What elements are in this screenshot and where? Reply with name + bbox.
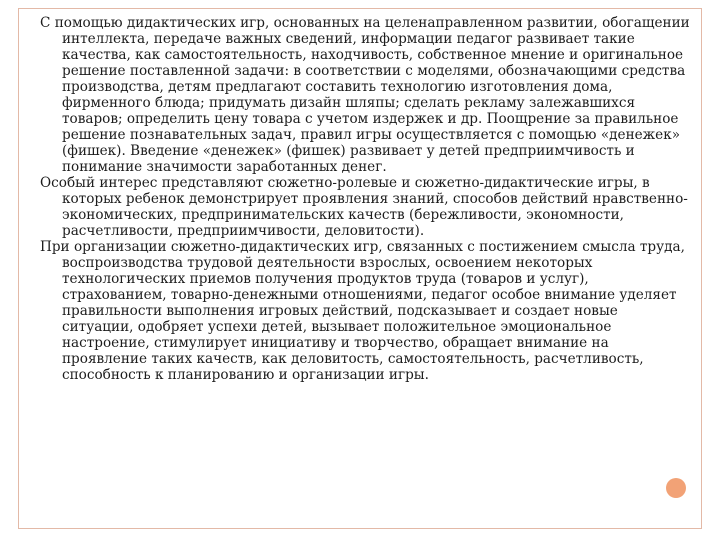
content-area <box>18 8 702 529</box>
paragraph-3: При организации сюжетно-дидактических игр, связанных с постижением смысла труда, воспроизводства трудовой деятельности взрослых, освоением некоторых технологических приемов получения продуктов труда (товаров и услуг), страхованием, товарно-денежными отношениями, педагог особое внимание уделяет правильности выполнения игровых действий, подсказывает и создает новые ситуации, одобряет успехи детей, вызывает положительное эмоциональное настроение, стимулирует инициативу и творчество, обращает внимание на проявление таких качеств, как деловитость, самостоятельность, расчетливость, способность к планированию и организации игры. <box>40 239 685 383</box>
paragraph-2: Особый интерес представляют сюжетно-ролевые и сюжетно-дидактические игры, в которых ребенок демонстрирует проявления знаний, способов действий нравственно-экономических, предпринимательских качеств (бережливости, экономности, расчетливости, предприимчивости, деловитости). <box>40 175 688 239</box>
accent-dot <box>666 478 686 498</box>
paragraph-1: С помощью дидактических игр, основанных на целенаправленном развитии, обогащении интеллекта, передаче важных сведений, информации педагог развивает такие качества, как самостоятельность, находчивость, собственное мнение и оригинальное решение поставленной задачи: в соответствии с моделями, обозначающими средства производства, детям предлагают составить технологию изготовления дома, фирменного блюда; придумать дизайн шляпы; сделать рекламу залежавшихся товаров; определить цену товара с учетом издержек и др. Поощрение за правильное решение познавательных задач, правил игры осуществляется с помощью «денежек» (фишек). Введение «денежек» (фишек) развивает у детей предприимчивость и понимание значимости заработанных денег. <box>40 15 690 175</box>
body-text <box>40 15 690 383</box>
